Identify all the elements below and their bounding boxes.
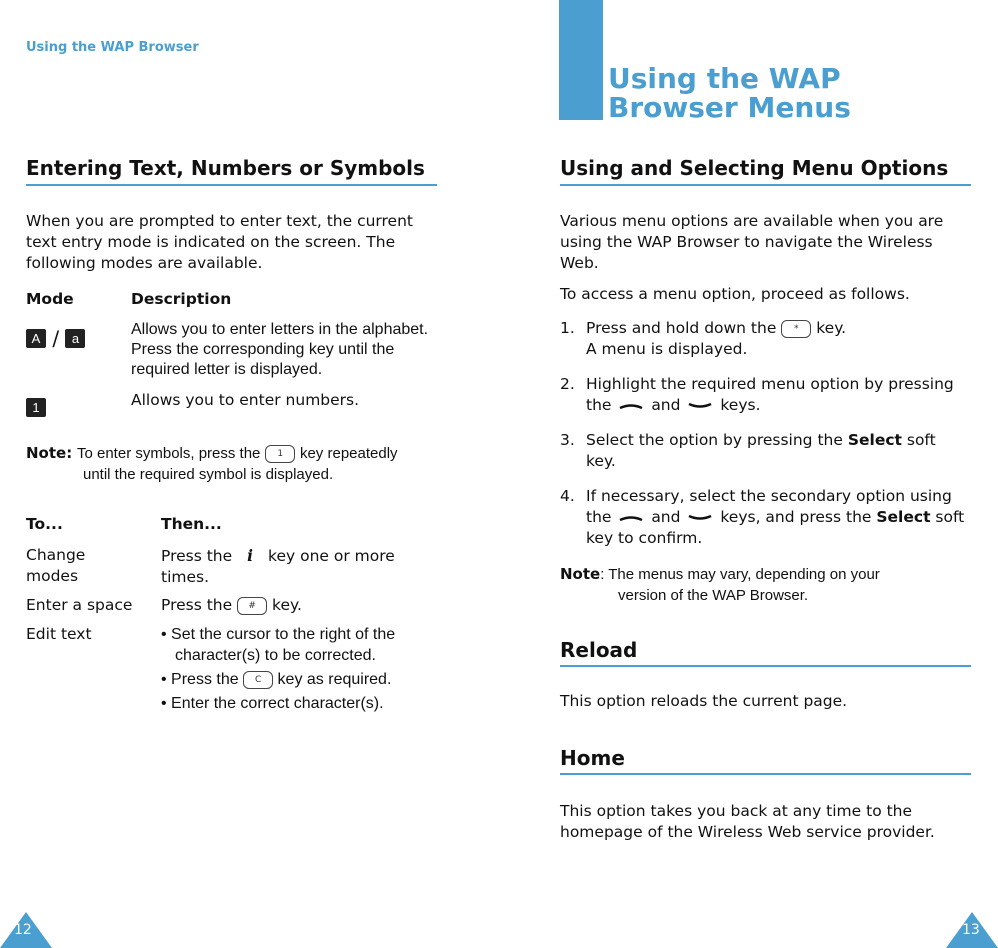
chapter-title-line1: Using the WAP (608, 62, 841, 95)
down-navigation-key-icon (685, 512, 715, 524)
step-4-line1: If necessary, select the secondary option using (586, 487, 952, 505)
then-column-header: Then... (161, 515, 222, 533)
then-text-after: key one or more times. (161, 547, 395, 586)
note-text: : The menus may vary, depending on your (600, 566, 880, 583)
select-keyword: Select (847, 431, 902, 449)
row-edit-text-then (161, 624, 441, 714)
section-title-home: Home (560, 746, 625, 770)
menu-options-paragraph: Various menu options are available when you are using the WAP Browser to navigate the Wireless Web. (560, 212, 944, 272)
to-column-header: To... (26, 515, 63, 533)
step-number: 3. (560, 431, 575, 449)
then-text-after: key. (272, 596, 302, 614)
running-head: Using the WAP Browser (26, 40, 199, 55)
description-column-header: Description (131, 290, 232, 308)
row-edit-text-to: Edit text (26, 625, 92, 643)
hash-key-icon: # (237, 597, 267, 615)
row-change-modes-to: Change modes (26, 546, 86, 585)
then-text-before: Press the (161, 596, 233, 614)
section-rule (26, 184, 437, 186)
note-text-before: To enter symbols, press the (76, 445, 261, 462)
step-4-mid: keys, and press the (720, 508, 872, 526)
note-text-line2: until the required symbol is displayed. (83, 466, 334, 483)
step-1 (560, 318, 970, 360)
step-1-before: Press and hold down the (586, 319, 777, 337)
symbols-note (26, 443, 446, 485)
bullet-press-c (161, 669, 441, 690)
step-2-the: the (586, 396, 612, 414)
row-enter-space-to: Enter a space (26, 596, 133, 614)
note-label: Note: (26, 444, 73, 462)
section-rule (560, 773, 971, 775)
step-4-the: the (586, 508, 612, 526)
row-change-modes-then (161, 545, 431, 588)
mode-numbers-description: Allows you to enter numbers. (131, 391, 360, 409)
reload-description: This option reloads the current page. (560, 692, 848, 710)
down-navigation-key-icon (685, 400, 715, 412)
page-number-right: 13 (962, 922, 980, 938)
section-rule (560, 665, 971, 667)
note-text-after: key repeatedly (299, 445, 398, 462)
step-2-after: keys. (720, 396, 761, 414)
section-rule (560, 184, 971, 186)
chapter-title-line2: Browser Menus (608, 91, 851, 124)
then-text-before: Press the (161, 547, 233, 565)
step-number: 2. (560, 375, 575, 393)
one-key-icon: 1 (265, 445, 295, 463)
access-menu-paragraph: To access a menu option, proceed as follows. (560, 285, 910, 303)
row-enter-space-then (161, 595, 302, 616)
section-title-menu-options: Using and Selecting Menu Options (560, 156, 949, 180)
section-title-reload: Reload (560, 638, 638, 662)
note-text-line2: version of the WAP Browser. (618, 587, 809, 604)
bullet-enter-correct: • Enter the correct character(s). (161, 695, 384, 712)
step-2-and: and (651, 396, 681, 414)
home-description: This option takes you back at any time to the homepage of the Wireless Web service provider. (560, 802, 935, 841)
bullet-press-c-after: key as required. (277, 671, 392, 688)
step-number: 4. (560, 487, 575, 505)
mode-separator: / (52, 326, 60, 351)
menu-note (560, 564, 980, 606)
bullet-press-c-before: • Press the (161, 671, 239, 688)
step-2 (560, 374, 970, 416)
step-2-line1: Highlight the required menu option by pressing (586, 375, 954, 393)
select-keyword: Select (876, 508, 931, 526)
lowercase-mode-icon: a (65, 329, 85, 348)
step-2-line2 (586, 395, 970, 416)
step-3 (560, 430, 970, 472)
menu-steps (560, 318, 970, 563)
bullet-set-cursor: • Set the cursor to the right of the (161, 626, 396, 643)
step-3-after: soft key. (586, 431, 936, 470)
step-4-line2 (586, 507, 970, 549)
clear-key-icon: C (243, 671, 273, 689)
up-navigation-key-icon (616, 400, 646, 412)
up-navigation-key-icon (616, 512, 646, 524)
numeric-mode-icon: 1 (26, 398, 46, 417)
section-title-entering-text: Entering Text, Numbers or Symbols (26, 156, 425, 180)
mode-numbers-icon-wrap (26, 397, 46, 417)
mode-letters-description: Allows you to enter letters in the alphabet. Press the corresponding key until the required letter is displayed. (131, 321, 429, 378)
step-1-after: key. (816, 319, 847, 337)
chapter-color-block (559, 0, 603, 120)
step-4 (560, 486, 970, 549)
step-3-before: Select the option by pressing the (586, 431, 843, 449)
uppercase-mode-icon: A (26, 329, 46, 348)
step-4-and: and (651, 508, 681, 526)
star-key-icon: * (781, 320, 811, 338)
mode-key-icon: i (247, 546, 254, 565)
step-1-line2: A menu is displayed. (586, 340, 748, 358)
intro-paragraph: When you are prompted to enter text, the current text entry mode is indicated on the screen. The following modes are available. (26, 212, 413, 272)
step-number: 1. (560, 319, 575, 337)
note-label: Note (560, 565, 601, 583)
bullet-set-cursor-cont: character(s) to be corrected. (175, 647, 376, 664)
chapter-title (608, 64, 851, 122)
page-number-left: 12 (14, 922, 32, 938)
mode-letters-icons (26, 325, 85, 351)
mode-column-header: Mode (26, 290, 74, 308)
step-4-after: soft key to confirm. (586, 508, 965, 547)
